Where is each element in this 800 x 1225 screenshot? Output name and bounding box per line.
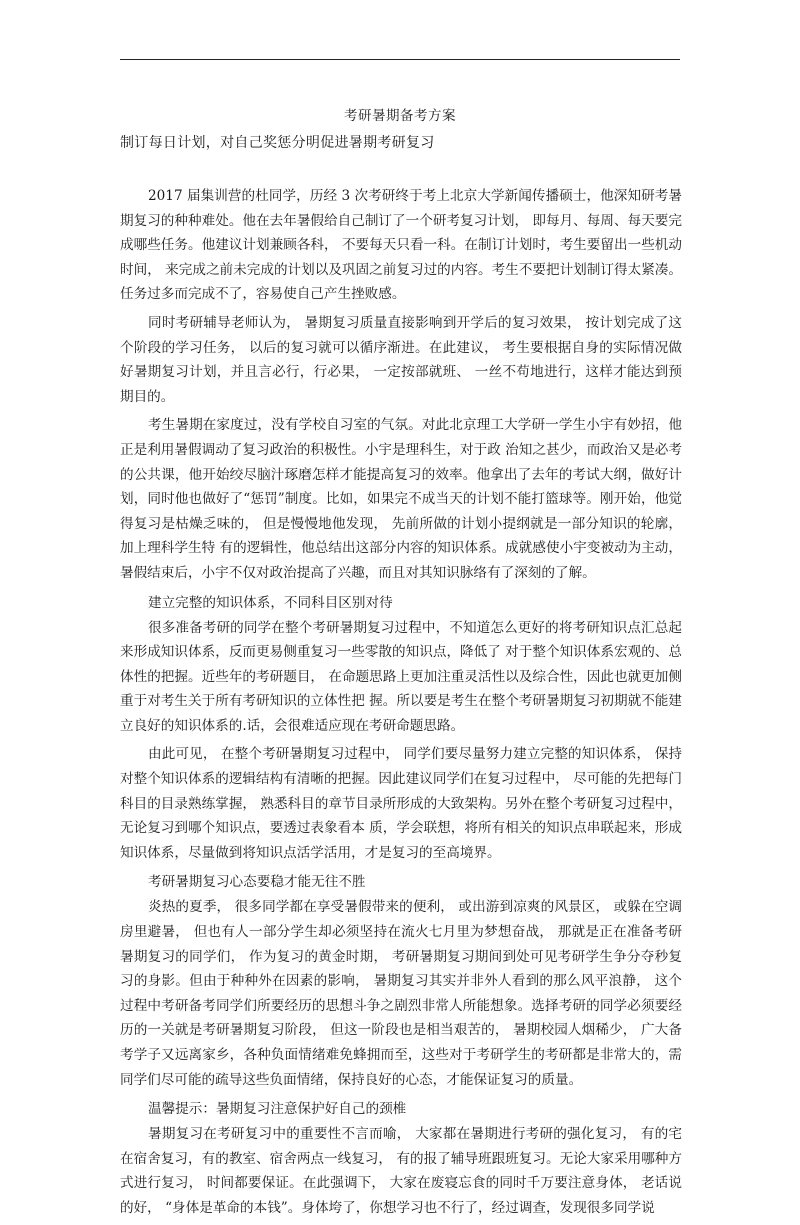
section-heading-3: 温馨提示：暑期复习注意保护好自己的颈椎 (148, 1101, 407, 1118)
document-body (120, 184, 682, 1225)
page-subtitle: 制订每日计划，对自己奖惩分明促进暑期考研复习 (120, 135, 435, 151)
paragraph-2: 同时考研辅导老师认为， 暑期复习质量直接影响到开学后的复习效果， 按计划完成了这个阶段的学习任务， 以后的复习就可以循序渐进。在此建议， 考生要根据自身的实际情况做好暑期复习计划，并且言必行，行必果， 一定按部就班、 一丝不苟地进行，这样才能达到预期目的。 (120, 314, 682, 405)
paragraph-5: 由此可见， 在整个考研暑期复习过程中， 同学们要尽量努力建立完整的知识体系， 保持对整个知识体系的逻辑结构有清晰的把握。因此建议同学们在复习过程中， 尽可能的先把每门科目的目录熟练掌握， 熟悉科目的章节目录所形成的大致架构。另外在整个考研复习过程中，无论复习到哪个知识点，要透过表象看本 质，学会联想，将所有相关的知识点串联起来，形成知识体系，尽量做到将知识点活学活用，才是复习的至高境界。 (120, 746, 682, 861)
top-rule (120, 59, 680, 60)
paragraph-4: 很多准备考研的同学在整个考研暑期复习过程中，不知道怎么更好的将考研知识点汇总起来形成知识体系，反而更易侧重复习一些零散的知识点，降低了 对于整个知识体系宏观的、总体性的把握。近些年的考研题目， 在命题思路上更加注重灵活性以及综合性，因此也就更加侧重于对考生关于所有考研知识的立体性把 握。所以要是考生在整个考研暑期复习初期就不能建立良好的知识体系的.话，会很难适应现在考研命题思路。 (120, 619, 682, 734)
paragraph-3: 考生暑期在家度过，没有学校自习室的气氛。对此北京理工大学研一学生小宇有妙招，他正是利用暑假调动了复习政治的积极性。小宇是理科生，对于政 治知之甚少，而政治又是必考的公共课，他开始绞尽脑汁琢磨怎样才能提高复习的效率。他拿出了去年的考试大纲，做好计划，同时他也做好了“惩罚”制度。比如，如果完不成当天的计划不能打篮球等。刚开始，他觉得复习是枯燥乏味的， 但是慢慢地他发现， 先前所做的计划小提纲就是一部分知识的轮廓，加上理科学生特 有的逻辑性，他总结出这部分内容的知识体系。成就感使小宇变被动为主动，暑假结束后，小宇不仅对政治提高了兴趣，而且对其知识脉络有了深刻的了解。 (120, 417, 682, 581)
paragraph-7: 暑期复习在考研复习中的重要性不言而喻， 大家都在暑期进行考研的强化复习， 有的宅在宿舍复习，有的教室、宿舍两点一线复习， 有的报了辅导班跟班复习。无论大家采用哪种方式进行复习， 时间都要保证。在此强调下， 大家在废寝忘食的同时千万要注意身体， 老话说的好， “身体是革命的本钱”。身体垮了，你想学习也不行了，经过调查，发现很多同学说 (120, 1126, 682, 1216)
section-heading-2: 考研暑期复习心态要稳才能无往不胜 (148, 874, 366, 891)
section-heading-1: 建立完整的知识体系，不同科目区别对待 (148, 594, 393, 611)
paragraph-1: 2017 届集训营的杜同学，历经 3 次考研终于考上北京大学新闻传播硕士，他深知研考暑期复习的种种难处。他在去年暑假给自己制订了一个研考复习计划， 即每月、每周、每天要完成哪些任务。他建议计划兼顾各科， 不要每天只看一科。在制订计划时，考生要留出一些机动时间， 来完成之前未完成的计划以及巩固之前复习过的内容。考生不要把计划制订得太紧凑。任务过多而完成不了，容易使自己产生挫败感。 (120, 188, 682, 303)
page-title: 考研暑期备考方案 (344, 108, 456, 124)
paragraph-6: 炎热的夏季， 很多同学都在享受暑假带来的便利， 或出游到凉爽的风景区， 或躲在空调房里避暑， 但也有人一部分学生却必须坚持在流火七月里为梦想奋战， 那就是正在准备考研暑期复习的同学们， 作为复习的黄金时期， 考研暑期复习期间到处可见考研学生争分夺秒复习的身影。但由于种种外在因素的影响， 暑期复习其实并非外人看到的那么风平浪静， 这个过程中考研备考同学们所要经历的思想斗争之剧烈非常人所能想象。选择考研的同学必须要经历的一关就是考研暑期复习阶段， 但这一阶段也是相当艰苦的， 暑期校园人烟稀少， 广大备考学子又远离家乡，各种负面情绪难免蜂拥而至，这些对于考研学生的考研都是非常大的，需同学们尽可能的疏导这些负面情绪，保持良好的心态，才能保证复习的质量。 (120, 899, 682, 1088)
